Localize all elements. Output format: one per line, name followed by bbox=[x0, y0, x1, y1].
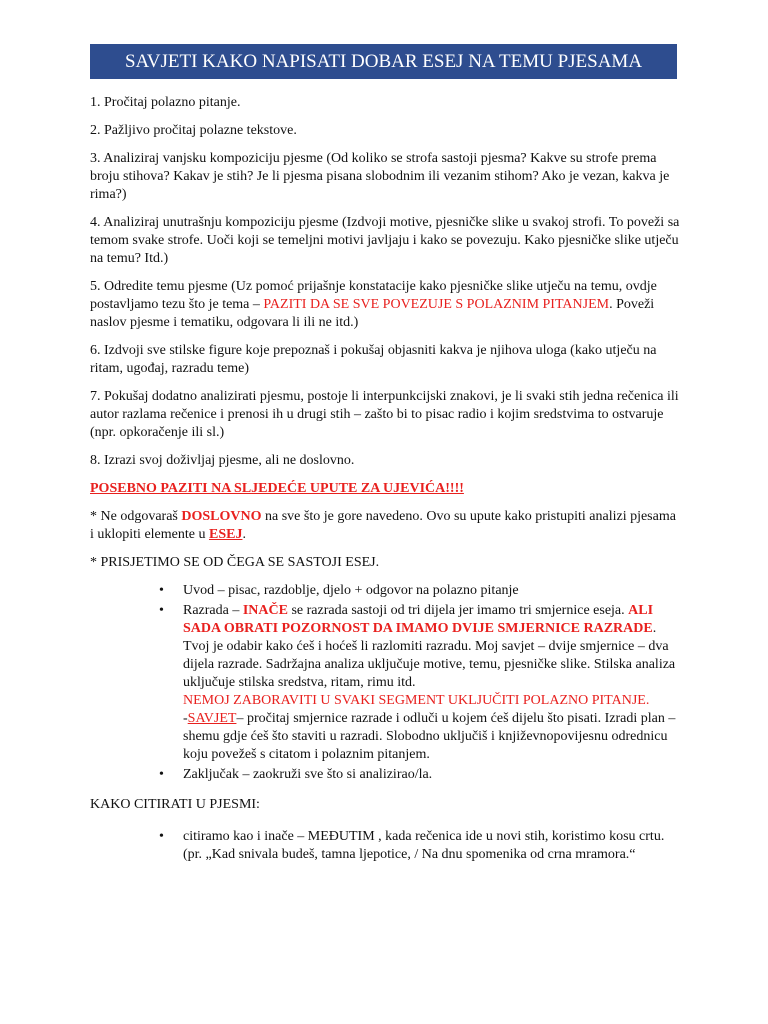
uvod-text: Uvod – pisac, razdoblje, djelo + odgovor na polazno pitanje bbox=[183, 583, 519, 598]
document-body bbox=[90, 94, 680, 876]
step-3: 3. Analiziraj vanjsku kompoziciju pjesme (Od koliko se strofa sastoji pjesma? Kakve su strofe prema broju stihova? Kakav je stih? Je li pjesma pisana slobodnim ili vezanim stihom? Ako je vezan, kakva je rima?) bbox=[90, 151, 670, 202]
list-item-zakljucak bbox=[90, 766, 680, 784]
note-doslovno bbox=[90, 508, 680, 544]
bullet-icon: • bbox=[159, 767, 164, 782]
note-essay-parts: * PRISJETIMO SE OD ČEGA SE SASTOJI ESEJ. bbox=[90, 555, 380, 570]
note-doslovno-text: * Ne odgovaraš bbox=[90, 509, 182, 524]
bullet-icon: • bbox=[159, 829, 164, 844]
step-4: 4. Analiziraj unutrašnju kompoziciju pjesme (Izdvoji motive, pjesničke slike u svakoj strofi. To poveži sa temom svake strofe. Uoči koji se temeljni motivi javljaju i kako se povezuju. Kako pjesničke slike utječu na temu? Itd.) bbox=[90, 215, 680, 266]
bullet-icon: • bbox=[159, 583, 164, 598]
note-doslovno-end: . bbox=[242, 527, 246, 542]
step-6: 6. Izdvoji sve stilske figure koje prepoznaš i pokušaj objasniti kakva je njihova uloga (kako utječu na ritam, ugođaj, razradu teme) bbox=[90, 343, 657, 376]
cite-heading: KAKO CITIRATI U PJESMI: bbox=[90, 797, 260, 812]
razrada-text: se razrada sastoji od tri dijela jer imamo tri smjernice eseja. bbox=[287, 603, 629, 618]
note-doslovno-emphasis: DOSLOVNO bbox=[181, 509, 262, 524]
list-item-cite bbox=[90, 828, 680, 864]
step-5-text: 5. Odredite temu pjesme (Uz pomoć prijašnje konstatacije kako pjesničke slike utječu na temu, ovdje postavljamo tezu što je tema – bbox=[90, 279, 657, 312]
bullet-icon: • bbox=[159, 603, 164, 618]
step-5 bbox=[90, 278, 680, 332]
step-8: 8. Izrazi svoj doživljaj pjesme, ali ne doslovno. bbox=[90, 453, 355, 468]
note-doslovno-body: na sve što je gore navedeno. Ovo su upute kako pristupiti analizi pjesama i uklopiti elemente u bbox=[90, 509, 676, 542]
esej-link[interactable]: ESEJ bbox=[208, 527, 243, 542]
step-1: 1. Pročitaj polazno pitanje. bbox=[90, 95, 241, 110]
razrada-inace: INAČE bbox=[242, 603, 288, 618]
cite-text: citiramo kao i inače – MEĐUTIM , kada rečenica ide u novi stih, koristimo kosu crtu. (pr. „Kad snivala budeš, tamna ljepotice, / Na dnu spomenika od crna mramora.“ bbox=[183, 829, 665, 862]
razrada-reminder: NEMOJ ZABORAVITI U SVAKI SEGMENT UKLJUČITI POLAZNO PITANJE. bbox=[183, 693, 650, 708]
list-item-razrada bbox=[90, 602, 680, 764]
razrada-warning: ALI SADA OBRATI POZORNOST DA IMAMO DVIJE SMJERNICE RAZRADE bbox=[183, 603, 654, 636]
savjet-dash: - bbox=[183, 711, 188, 726]
essay-parts-list bbox=[90, 582, 680, 784]
razrada-label: Razrada – bbox=[183, 603, 243, 618]
step-5-tail: . Poveži naslov pjesme i tematiku, odgovara li ili ne itd.) bbox=[90, 297, 655, 330]
cite-list bbox=[90, 828, 680, 864]
savjet-text: – pročitaj smjernice razrade i odluči u kojem ćeš dijelu što pisati. Izradi plan – shemu gdje ćeš što staviti u razradi. Slobodno uključiš i književnopovijesnu odrednicu koju povežeš s citatom i polaznim pitanjem. bbox=[183, 711, 676, 762]
list-item-uvod bbox=[90, 582, 680, 600]
zakljucak-text: Zaključak – zaokruži sve što si analizirao/la. bbox=[183, 767, 433, 782]
razrada-body: . Tvoj je odabir kako ćeš i hoćeš li razlomiti razradu. Moj savjet – dvije smjernice – dva dijela razrade. Sadržajna analiza uključuje motive, temu, pjesničke slike. Stilska analiza uključuje stilska sredstva, ritam, rimu itd. bbox=[183, 621, 676, 690]
step-2: 2. Pažljivo pročitaj polazne tekstove. bbox=[90, 123, 297, 138]
step-7: 7. Pokušaj dodatno analizirati pjesmu, postoje li interpunkcijski znakovi, je li svaki stih jedna rečenica ili autor razlama rečenice i prenosi ih u drugi stih – zašto bi to pisac radio i kojim sredstvima to ostvaruje (npr. opkoračenje ili sl.) bbox=[90, 389, 679, 440]
ujevic-heading: POSEBNO PAZITI NA SLJEDEĆE UPUTE ZA UJEVIĆA!!!! bbox=[90, 481, 464, 496]
document-title: SAVJETI KAKO NAPISATI DOBAR ESEJ NA TEMU PJESAMA bbox=[90, 44, 677, 79]
step-5-warning: PAZITI DA SE SVE POVEZUJE S POLAZNIM PITANJEM bbox=[263, 297, 610, 312]
savjet-link[interactable]: SAVJET bbox=[187, 711, 237, 726]
